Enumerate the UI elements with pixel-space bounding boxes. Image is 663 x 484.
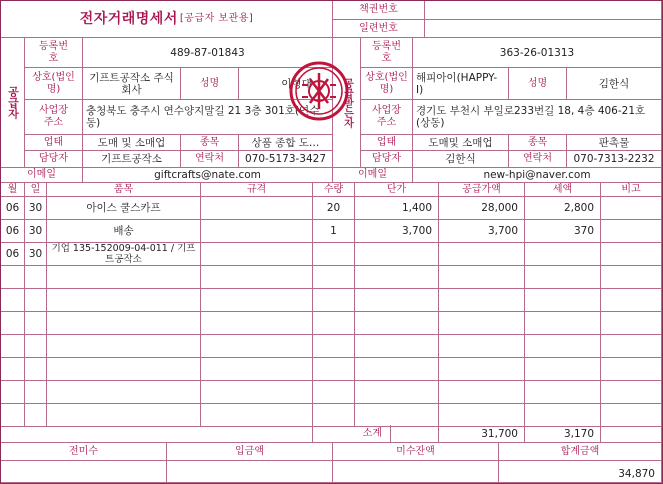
cell-tax: [525, 381, 601, 404]
cell-supply: 3,700: [439, 220, 525, 243]
cell-item: [47, 335, 201, 358]
column-header: 세액: [525, 183, 601, 197]
receiver-item-label: 종목: [509, 135, 567, 151]
cell-qty: [313, 404, 355, 427]
receiver-addr-label: [361, 100, 413, 135]
table-row: [1, 358, 662, 381]
cell-month: [1, 335, 25, 358]
cell-day: 30: [25, 197, 47, 220]
receiver-reg-label: [361, 38, 413, 68]
cell-day: [25, 335, 47, 358]
document-subtitle: [공급자 보관용]: [179, 13, 254, 24]
footer-total: 34,870: [499, 461, 662, 483]
supplier-rep-label: 성명: [181, 68, 239, 100]
cell-price: [355, 404, 439, 427]
cell-day: [25, 289, 47, 312]
cell-month: [1, 381, 25, 404]
receiver-manager-label: 담당자: [361, 151, 413, 168]
table-row: [1, 381, 662, 404]
cell-qty: [313, 358, 355, 381]
column-header: 수량: [313, 183, 355, 197]
cell-day: [25, 266, 47, 289]
cell-item: [47, 266, 201, 289]
footer-prev-unpaid-label: 전미수: [1, 443, 167, 461]
cell-price: [355, 381, 439, 404]
footer-balance-label: 미수잔액: [333, 443, 499, 461]
footer-received-label: 입금액: [167, 443, 333, 461]
supplier-item-label: 종목: [181, 135, 239, 151]
receiver-name-label-text: 상호(법인명): [365, 71, 408, 95]
cell-spec: [201, 266, 313, 289]
cell-spec: [201, 404, 313, 427]
items-table: [1, 183, 662, 443]
supplier-addr-label-text: 사업장주소: [39, 105, 68, 128]
receiver-type: 도매및 소매업: [413, 135, 509, 151]
receiver-reg-label-text: 등록번호: [372, 40, 401, 64]
supplier-addr-text: 충청북도 충주시 연수양지말길 21 3층 301호(연수동): [86, 105, 320, 129]
column-header: 일: [25, 183, 47, 197]
cell-tax: 2,800: [525, 197, 601, 220]
table-row: [1, 243, 662, 266]
cell-supply: [439, 243, 525, 266]
cell-note: [601, 266, 662, 289]
cell-price: [355, 289, 439, 312]
cell-tax: [525, 266, 601, 289]
receiver-addr-text: 경기도 부천시 부일로233번길 18, 4층 406-21호 (상동): [416, 105, 646, 129]
subtotal-tax: 3,170: [525, 425, 601, 443]
cell-qty: 1: [313, 220, 355, 243]
supplier-name-label-text: 상호(법인명): [32, 71, 75, 95]
receiver-name-label: [361, 68, 413, 100]
receiver-addr-label-text: 사업장주소: [372, 105, 401, 128]
cell-note: [601, 381, 662, 404]
cell-supply: [439, 289, 525, 312]
cell-price: 3,700: [355, 220, 439, 243]
cell-note: [601, 404, 662, 427]
title-box: [1, 1, 333, 38]
supplier-reg-label-text: 등록번호: [39, 40, 68, 64]
cell-note: [601, 358, 662, 381]
subtotal-spacer: [1, 425, 313, 443]
cell-spec: [201, 197, 313, 220]
column-header: 단가: [355, 183, 439, 197]
table-row: [1, 266, 662, 289]
cell-item: 기업 135-152009-04-011 / 기프트공작소: [47, 243, 201, 266]
cell-supply: [439, 358, 525, 381]
cell-price: [355, 266, 439, 289]
supplier-contact-label: 연락처: [181, 151, 239, 168]
supplier-contact: 070-5173-3427: [239, 151, 333, 168]
column-header: 공급가액: [439, 183, 525, 197]
cell-price: [355, 243, 439, 266]
cell-supply: [439, 335, 525, 358]
cell-note: [601, 197, 662, 220]
cell-qty: [313, 335, 355, 358]
receiver-name-text: 해피아이(HAPPY-I): [416, 71, 498, 96]
supplier-manager: 기프트공작소: [83, 151, 181, 168]
subtotal-note: [601, 425, 662, 443]
cell-tax: [525, 312, 601, 335]
cell-tax: 370: [525, 220, 601, 243]
cell-price: [355, 358, 439, 381]
supplier-email: giftcrafts@nate.com: [83, 168, 333, 183]
cell-day: [25, 358, 47, 381]
receiver-manager: 김한식: [413, 151, 509, 168]
footer-received: [167, 461, 333, 483]
supplier-side-label: 공급자: [1, 38, 25, 168]
table-row: [1, 404, 662, 427]
cell-qty: [313, 312, 355, 335]
footer-prev-unpaid: [1, 461, 167, 483]
cell-day: [25, 381, 47, 404]
receiver-rep: 김한식: [567, 68, 662, 100]
cell-supply: [439, 404, 525, 427]
cell-tax: [525, 289, 601, 312]
cell-price: [355, 312, 439, 335]
receiver-email-label: 이메일: [333, 168, 413, 183]
receiver-reg-no: 363-26-01313: [413, 38, 662, 68]
document-title: 전자거래명세서: [79, 11, 178, 27]
subtotal-label: 소계: [313, 425, 391, 443]
serial-no-label: 일련번호: [333, 20, 425, 38]
cell-qty: 20: [313, 197, 355, 220]
supplier-name-label: [25, 68, 83, 100]
cell-qty: [313, 266, 355, 289]
footer-balance: [333, 461, 499, 483]
cell-spec: [201, 220, 313, 243]
table-row: [1, 289, 662, 312]
cell-day: [25, 312, 47, 335]
receiver-rep-label: 성명: [509, 68, 567, 100]
cell-item: [47, 381, 201, 404]
supplier-name-text: 기프트공작소 주식회사: [89, 71, 174, 96]
receiver-item: 판촉물: [567, 135, 662, 151]
cell-price: [355, 335, 439, 358]
cell-month: 06: [1, 197, 25, 220]
cell-note: [601, 289, 662, 312]
cell-spec: [201, 335, 313, 358]
cell-spec: [201, 243, 313, 266]
serial-no-value: [425, 20, 662, 38]
cell-month: [1, 358, 25, 381]
cell-item: [47, 404, 201, 427]
cell-day: 30: [25, 243, 47, 266]
receiver-email: new-hpi@naver.com: [413, 168, 662, 183]
cell-item: [47, 358, 201, 381]
cell-supply: [439, 312, 525, 335]
supplier-addr-label: [25, 100, 83, 135]
receiver-contact-label: 연락처: [509, 151, 567, 168]
cell-tax: [525, 243, 601, 266]
table-row: [1, 312, 662, 335]
cell-spec: [201, 312, 313, 335]
cell-qty: [313, 289, 355, 312]
supplier-rep: 이형대: [239, 68, 333, 100]
receiver-type-label: 업태: [361, 135, 413, 151]
supplier-reg-no: 489-87-01843: [83, 38, 333, 68]
cell-item: [47, 312, 201, 335]
receiver-contact: 070-7313-2232: [567, 151, 662, 168]
supplier-type-label: 업태: [25, 135, 83, 151]
supplier-email-label: 이메일: [1, 168, 83, 183]
cell-note: [601, 243, 662, 266]
cell-month: [1, 266, 25, 289]
cell-spec: [201, 381, 313, 404]
cell-price: 1,400: [355, 197, 439, 220]
cell-month: 06: [1, 243, 25, 266]
receiver-side-label: 공급받는자: [333, 38, 361, 168]
cell-note: [601, 220, 662, 243]
subtotal-price-blank: [391, 425, 439, 443]
table-row: [1, 220, 662, 243]
supplier-item: 상품 종합 도…: [239, 135, 333, 151]
supplier-manager-label: 담당자: [25, 151, 83, 168]
cell-item: [47, 289, 201, 312]
cell-qty: [313, 381, 355, 404]
cell-day: [25, 404, 47, 427]
column-header: 품목: [47, 183, 201, 197]
table-row: [1, 197, 662, 220]
cell-month: 06: [1, 220, 25, 243]
book-no-label: 책권번호: [333, 1, 425, 20]
book-no-value: [425, 1, 662, 20]
cell-spec: [201, 358, 313, 381]
cell-month: [1, 289, 25, 312]
supplier-name: [83, 68, 181, 100]
column-header: 규격: [201, 183, 313, 197]
cell-item: 배송: [47, 220, 201, 243]
receiver-addr: [413, 100, 662, 135]
cell-qty: [313, 243, 355, 266]
cell-month: [1, 312, 25, 335]
footer-total-label: 합계금액: [499, 443, 662, 461]
column-header: 월: [1, 183, 25, 197]
cell-month: [1, 404, 25, 427]
cell-day: 30: [25, 220, 47, 243]
cell-supply: [439, 266, 525, 289]
supplier-reg-label: [25, 38, 83, 68]
cell-supply: [439, 381, 525, 404]
column-header: 비고: [601, 183, 662, 197]
cell-note: [601, 312, 662, 335]
cell-tax: [525, 358, 601, 381]
cell-note: [601, 335, 662, 358]
receiver-name: [413, 68, 509, 100]
table-row: [1, 335, 662, 358]
cell-tax: [525, 335, 601, 358]
cell-tax: [525, 404, 601, 427]
cell-spec: [201, 289, 313, 312]
subtotal-supply: 31,700: [439, 425, 525, 443]
cell-item: 아이스 쿨스카프: [47, 197, 201, 220]
supplier-type: 도매 및 소매업: [83, 135, 181, 151]
cell-supply: 28,000: [439, 197, 525, 220]
